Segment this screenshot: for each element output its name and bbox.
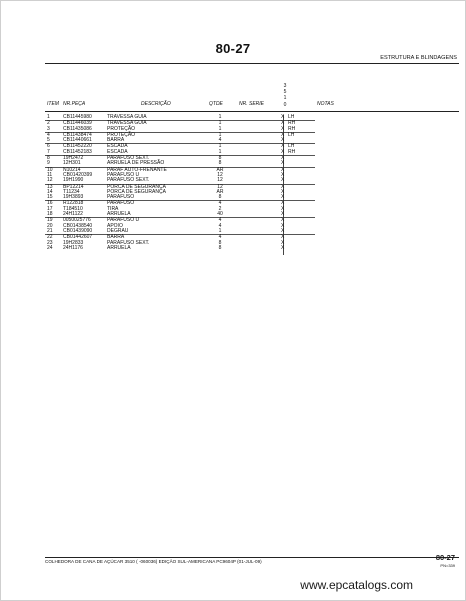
row-description: PORCA DE SEGURANÇA [107, 188, 166, 195]
row-serial-mark: X [281, 211, 285, 218]
row-part-number: T11234 [63, 188, 80, 195]
row-quantity: 4 [218, 222, 222, 229]
row-part-number: CB11435086 [63, 125, 92, 132]
row-description: PARAFUSO U [107, 171, 140, 178]
row-quantity: 12 [217, 177, 223, 184]
row-part-number: 0050025776 [63, 217, 91, 224]
row-description: PARAFUSO SEXT. [107, 177, 150, 184]
row-part-number: 19H3893 [63, 194, 84, 201]
row-description: PARAFUSO [107, 200, 135, 207]
row-description: ARRUELA DE PRESSÃO [107, 160, 165, 167]
row-quantity: 8 [218, 194, 222, 201]
row-note: RH [288, 125, 296, 132]
row-item: 15 [47, 194, 53, 201]
row-item: 22 [47, 234, 53, 241]
vertical-digit: 3 [283, 83, 287, 89]
page-number: 80-27 [215, 41, 251, 56]
table-row [45, 246, 315, 251]
row-quantity: AR [216, 166, 224, 173]
row-description: ESCADA [107, 143, 128, 150]
row-item: 14 [47, 188, 53, 195]
row-serial-mark: X [281, 222, 285, 229]
row-part-number: CB01420399 [63, 171, 93, 178]
row-serial-mark: X [281, 155, 285, 162]
row-serial-mark: X [281, 148, 285, 155]
row-part-number: N10214 [63, 166, 81, 173]
row-serial-mark: X [281, 239, 285, 246]
row-quantity: 8 [218, 239, 222, 246]
header-part: NR.PEÇA [63, 101, 86, 107]
footer-text: COLHEDORA DE CANA DE AÇÚCAR 3510 ( -060036) EDIÇÃO SUL-AMERICANA PC9604P (01-JUL-09) [45, 559, 262, 564]
row-part-number: BP12214 [63, 183, 84, 190]
row-serial-mark: X [281, 177, 285, 184]
footer-page-number: 80-27 [435, 553, 455, 562]
row-serial-mark: X [281, 131, 285, 138]
row-item: 10 [47, 166, 53, 173]
row-serial-mark: X [281, 183, 285, 190]
row-note: LH [288, 114, 295, 120]
vertical-digit: 1 [283, 95, 287, 102]
row-quantity: 1 [218, 148, 222, 155]
row-item: 4 [47, 131, 50, 138]
row-quantity: 40 [217, 211, 223, 218]
row-description: PROTEÇÃO [107, 131, 136, 138]
row-description: TRAVESSA GUIA [107, 114, 147, 120]
row-serial-mark: X [281, 120, 285, 127]
row-serial-mark: X [281, 160, 285, 167]
watermark: www.epcatalogs.com [300, 578, 413, 592]
row-item: 19 [47, 217, 53, 224]
row-item: 7 [47, 148, 50, 155]
row-part-number: CB11452183 [63, 148, 92, 155]
row-item: 11 [47, 171, 53, 178]
row-description: PORCA DE SEGURANÇA [107, 183, 166, 190]
row-part-number: 19H2472 [63, 155, 84, 162]
row-quantity: 12 [217, 171, 223, 178]
row-part-number: CB01438540 [63, 222, 93, 229]
row-part-number: CB11446039 [63, 120, 92, 127]
row-item: 13 [47, 183, 53, 190]
row-description: ARRUELA [107, 244, 131, 251]
row-item: 21 [47, 227, 53, 234]
row-quantity: 1 [218, 143, 222, 150]
row-description: PARAFUSO U [107, 217, 140, 224]
row-description: APOIO [107, 222, 123, 229]
row-note: LH [288, 131, 295, 138]
row-part-number: 12H301 [63, 160, 81, 167]
parts-table [45, 115, 315, 251]
row-item: 12 [47, 177, 53, 184]
row-serial-mark: X [281, 227, 285, 234]
row-quantity: 12 [217, 183, 223, 190]
row-serial-mark: X [281, 244, 285, 251]
row-serial-mark: X [281, 166, 285, 173]
row-serial-mark: X [281, 200, 285, 207]
top-rule [45, 63, 459, 64]
header-serial: NR. SERIE [239, 101, 265, 107]
row-serial-mark: X [281, 205, 285, 212]
row-quantity: 1 [218, 227, 222, 234]
row-description: TIRA [107, 205, 119, 212]
row-description: BARRA [107, 137, 125, 144]
row-serial-mark: X [281, 125, 285, 132]
row-description: PARAFUSO SEXT. [107, 155, 150, 162]
row-quantity: 8 [218, 155, 222, 162]
row-item: 18 [47, 211, 53, 218]
row-item: 24 [47, 244, 53, 251]
row-part-number: R122818 [63, 200, 84, 207]
row-quantity: 1 [218, 114, 222, 120]
row-part-number: CB01439090 [63, 227, 93, 234]
row-quantity: 8 [218, 160, 222, 167]
row-description: PARAFUSO SEXT. [107, 239, 150, 246]
row-quantity: 8 [218, 244, 222, 251]
row-item: 9 [47, 160, 50, 167]
row-item: 20 [47, 222, 53, 229]
row-part-number: 19H1990 [63, 177, 84, 184]
row-item: 3 [47, 125, 50, 132]
row-serial-mark: X [281, 217, 285, 224]
row-note: LH [288, 143, 295, 150]
row-serial-mark: X [281, 114, 285, 120]
vertical-digits [281, 83, 289, 108]
row-item: 5 [47, 137, 50, 144]
row-serial-mark: X [281, 137, 285, 144]
row-quantity: AR [216, 188, 224, 195]
row-quantity: 1 [218, 120, 222, 127]
row-part-number: T184510 [63, 205, 83, 212]
row-description: PARAFUSO [107, 194, 135, 201]
header-notes: NOTAS [317, 101, 334, 107]
footer-code: PN=339 [440, 563, 455, 568]
footer-rule [45, 557, 459, 558]
row-item: 23 [47, 239, 53, 246]
row-item: 16 [47, 200, 53, 207]
vertical-digit: 0 [283, 101, 287, 108]
row-serial-mark: X [281, 188, 285, 195]
row-description: ARRUELA [107, 211, 131, 218]
header-item: ITEM [47, 101, 59, 107]
row-quantity: 1 [218, 131, 222, 138]
row-part-number: CB11440661 [63, 137, 92, 144]
row-description: DEGRAU [107, 227, 129, 234]
row-quantity: 4 [218, 234, 222, 241]
row-serial-mark: X [281, 171, 285, 178]
row-quantity: 4 [218, 200, 222, 207]
vertical-digit: 5 [283, 89, 287, 96]
row-quantity: 4 [218, 217, 222, 224]
row-note: RH [288, 148, 296, 155]
row-description: PROTEÇÃO [107, 125, 136, 132]
row-item: 6 [47, 143, 50, 150]
header-quantity: QTDE [209, 101, 223, 107]
row-note: RH [288, 120, 296, 127]
section-title: ESTRUTURA E BLINDAGENS [380, 55, 457, 61]
row-description: ESCADA [107, 148, 128, 155]
row-item: 2 [47, 120, 50, 127]
row-part-number: CB11452220 [63, 143, 92, 150]
row-description: BARRA [107, 234, 125, 241]
row-serial-mark: X [281, 234, 285, 241]
row-description: PARAF AUTO-FRENANTE [107, 166, 167, 173]
row-quantity: 4 [218, 137, 222, 144]
row-part-number: CB11438474 [63, 131, 92, 138]
header-description: DESCRIÇÃO [141, 101, 171, 107]
row-serial-mark: X [281, 194, 285, 201]
row-item: 1 [47, 114, 50, 120]
row-quantity: 2 [218, 205, 222, 212]
row-item: 8 [47, 155, 50, 162]
row-serial-mark: X [281, 143, 285, 150]
header-rule [45, 111, 459, 112]
row-part-number: CB11445980 [63, 114, 92, 120]
row-part-number: CB01442607 [63, 234, 93, 241]
row-part-number: 19H2833 [63, 239, 84, 246]
row-part-number: 24H1122 [63, 211, 83, 218]
row-part-number: 24H1176 [63, 244, 83, 251]
row-description: TRAVESSA GUIA [107, 120, 147, 127]
row-item: 17 [47, 205, 53, 212]
row-quantity: 1 [218, 125, 222, 132]
